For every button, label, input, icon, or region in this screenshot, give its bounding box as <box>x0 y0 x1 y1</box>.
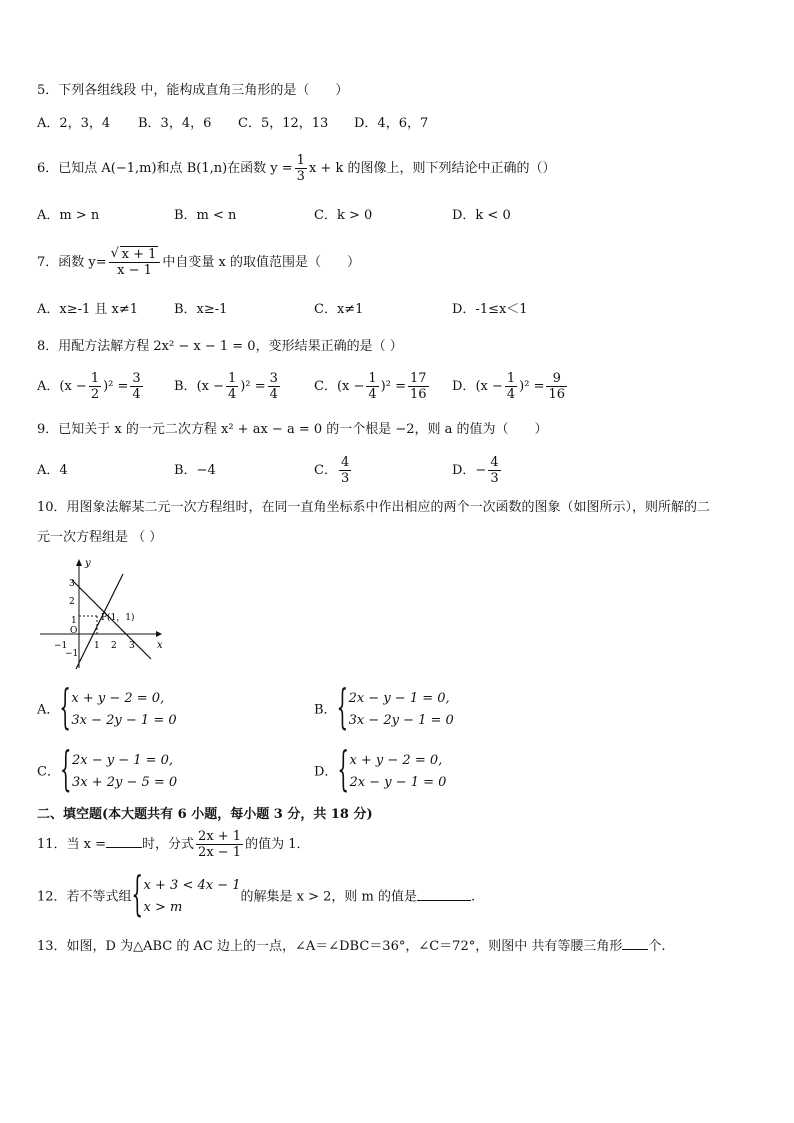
q8-rhs-fraction <box>546 371 567 402</box>
q8-expr-mid: )² = <box>519 379 545 394</box>
q8-expr-mid: )² = <box>380 379 406 394</box>
q9-option-fraction-den: 3 <box>340 471 350 486</box>
q7-stem-a: 7．函数 y= <box>37 255 107 270</box>
q8-option-d <box>452 368 569 406</box>
q8-option-label: A． <box>37 379 60 394</box>
q5-option-a: A．2，3，4 <box>37 116 111 131</box>
q8-stem: 8．用配方法解方程 2x² − x − 1 = 0，变形结果正确的是（ ） <box>37 339 403 354</box>
q10-eq-row-1: 2x − y − 1 = 0, <box>71 753 174 768</box>
q8-expr-left: (x − <box>196 379 224 394</box>
y-tick-neg1: −1 <box>65 649 79 659</box>
q5-option-b: B．3，4，6 <box>138 116 212 131</box>
q8-expr-left: (x − <box>336 379 365 394</box>
q8-rhs-fraction-num: 3 <box>269 371 278 386</box>
q10-option-d <box>314 743 447 798</box>
q11-stem <box>37 828 309 862</box>
q10-eq-row-2: 3x − 2y − 1 = 0 <box>71 713 177 728</box>
q12-row-1: x + 3 < 4x − 1 <box>143 878 241 893</box>
q9-option-label: D．− <box>452 463 487 478</box>
x-tick-2: 2 <box>111 641 117 651</box>
q11-part-a: 11．当 x = <box>37 837 107 852</box>
x-axis-arrow <box>156 631 162 637</box>
q11-part-b: 时，分式 <box>142 837 195 852</box>
q6-stem-a: 6．已知点 A(−1,m)和点 B(1,n)在函数 y = <box>37 161 293 176</box>
q10-equation-system <box>337 743 447 798</box>
q6-stem <box>37 152 555 186</box>
q8-inner-fraction <box>89 371 101 402</box>
q9-option-label: C． <box>314 463 337 478</box>
q12-stem <box>37 868 476 923</box>
q10-option-label: D． <box>314 764 338 780</box>
q12-answer-blank[interactable] <box>417 888 471 901</box>
q8-inner-fraction <box>366 371 378 402</box>
q9-option-label: B．−4 <box>174 463 216 478</box>
graph-y-label: y <box>85 558 91 569</box>
q11-answer-blank[interactable] <box>106 835 142 848</box>
q12-part-a: 12．若不等式组 <box>37 889 132 905</box>
q6-stem-b: x + k 的图像上，则下列结论中正确的（） <box>308 161 556 176</box>
q10-option-label: C． <box>37 764 60 780</box>
x-tick-1: 1 <box>94 641 100 651</box>
q9-option-fraction <box>339 455 351 486</box>
q9-option-label: A．4 <box>37 463 68 478</box>
q10-eq-row-2: 3x + 2y − 5 = 0 <box>71 775 178 790</box>
q8-rhs-fraction <box>268 371 280 402</box>
y-tick-3: 3 <box>69 579 75 589</box>
q8-expr-left: (x − <box>59 379 87 394</box>
q11-frac-den: 2x − 1 <box>198 845 242 860</box>
q10-equation-system <box>59 743 178 798</box>
q7-fraction <box>109 247 161 278</box>
q6-frac-den: 3 <box>296 169 305 184</box>
q8-rhs-fraction-den: 16 <box>409 387 427 402</box>
q8-inner-fraction-num: 1 <box>90 371 100 386</box>
q9-option-c <box>314 452 353 490</box>
q8-option-label: D． <box>452 379 476 394</box>
sqrt-sign: √ x + 1 <box>110 246 157 262</box>
q8-option-a <box>37 368 145 406</box>
q8-inner-fraction <box>226 371 238 402</box>
q12-part-c: . <box>470 889 476 905</box>
q10-eq-row-1: x + y − 2 = 0, <box>349 753 443 768</box>
q6-option-b: B．m < n <box>174 208 237 223</box>
q6-fraction <box>295 153 307 184</box>
q8-rhs-fraction <box>130 371 142 402</box>
q5-option-c: C．5，12，13 <box>238 116 329 131</box>
q10-option-c <box>37 743 178 798</box>
brace-icon: { <box>59 681 71 736</box>
q9-option-fraction-num: 4 <box>340 455 350 470</box>
q8-inner-fraction-num: 1 <box>368 371 377 386</box>
q10-stem-line2: 元一次方程组是 （ ） <box>37 530 163 545</box>
q9-stem: 9．已知关于 x 的一元二次方程 x² + ax − a = 0 的一个根是 −2，则 a 的值为（ ） <box>37 422 548 437</box>
section-fill-in-title: 二、填空题(本大题共有 6 小题，每小题 3 分，共 18 分) <box>37 807 373 822</box>
x-tick-3: 3 <box>129 641 135 651</box>
q9-option-fraction <box>488 455 500 486</box>
q8-option-b <box>174 368 282 406</box>
q9-option-b <box>174 452 216 490</box>
q9-option-d <box>452 452 503 490</box>
q8-option-label: C． <box>314 379 337 394</box>
q6-option-d: D．k < 0 <box>452 208 511 223</box>
q8-option-label: B． <box>174 379 197 394</box>
q8-option-c <box>314 368 431 406</box>
q7-option-b: B．x≥-1 <box>174 302 228 317</box>
q9-option-fraction-num: 4 <box>490 455 499 470</box>
q13-answer-blank[interactable] <box>622 937 648 950</box>
q8-inner-fraction-den: 4 <box>506 387 516 402</box>
q8-inner-fraction-den: 4 <box>368 387 377 402</box>
brace-icon: { <box>59 743 72 798</box>
q13-part-a: 13．如图，D 为△ABC 的 AC 边上的一点，∠A＝∠DBC＝36°，∠C＝72°，则图中 共有等腰三角形 <box>37 939 623 954</box>
q8-rhs-fraction-den: 16 <box>548 387 566 402</box>
q8-rhs-fraction-den: 4 <box>269 387 278 402</box>
q8-inner-fraction <box>505 371 517 402</box>
q7-stem <box>37 246 360 280</box>
q8-expr-mid: )² = <box>103 379 129 394</box>
q7-stem-b: 中自变量 x 的取值范围是（ ） <box>162 255 361 270</box>
y-tick-1: 1 <box>71 616 77 626</box>
q8-inner-fraction-num: 1 <box>228 371 237 386</box>
q7-option-d: D．-1≤x＜1 <box>452 302 528 317</box>
q10-eq-row-1: 2x − y − 1 = 0, <box>348 691 450 706</box>
q5-stem: 5．下列各组线段 中，能构成直角三角形的是（ ） <box>37 83 349 98</box>
y-tick-2: 2 <box>69 597 75 607</box>
q10-option-b <box>314 681 454 736</box>
q7-sqrt-body: x + 1 <box>121 247 157 262</box>
q12-inequality-system <box>131 868 241 923</box>
q10-stem-line1: 10．用图象法解某二元一次方程组时，在同一直角坐标系中作出相应的两个一次函数的图象（如图所示），则所解的二 <box>37 500 711 515</box>
q10-option-label: B． <box>314 702 337 718</box>
q7-frac-num <box>109 247 161 263</box>
q8-rhs-fraction <box>408 371 429 402</box>
y-axis-arrow <box>76 559 82 566</box>
q8-rhs-fraction-num: 9 <box>546 371 567 387</box>
brace-icon: { <box>131 868 143 923</box>
q9-option-fraction-den: 3 <box>490 471 499 486</box>
q6-option-c: C．k > 0 <box>314 208 373 223</box>
q6-option-a: A．m > n <box>37 208 100 223</box>
q5-option-d: D．4，6，7 <box>354 116 429 131</box>
q10-graph <box>38 556 168 676</box>
q10-eq-row-2: 3x − 2y − 1 = 0 <box>348 713 454 728</box>
graph-x-label: x <box>157 640 163 651</box>
q8-inner-fraction-num: 1 <box>506 371 516 386</box>
q13-part-b: 个. <box>648 939 666 954</box>
x-tick-neg1: −1 <box>54 641 68 651</box>
q8-rhs-fraction-num: 17 <box>409 371 427 386</box>
q10-equation-system <box>336 681 454 736</box>
q12-row-2: x > m <box>143 900 183 915</box>
q8-expr-mid: )² = <box>240 379 266 394</box>
q7-frac-den: x − 1 <box>117 263 152 278</box>
q11-frac-num: 2x + 1 <box>198 829 242 844</box>
q8-inner-fraction-den: 4 <box>228 387 237 402</box>
q13-stem <box>37 937 666 956</box>
q11-part-c: 的值为 1． <box>245 837 310 852</box>
q7-option-a: A．x≥-1 且 x≠1 <box>37 302 139 317</box>
q8-rhs-fraction-den: 4 <box>132 387 141 402</box>
q12-part-b: 的解集是 x > 2，则 m 的值是 <box>240 889 417 905</box>
q10-eq-row-2: 2x − y − 1 = 0 <box>349 775 447 790</box>
graph-point-label: P(1，1) <box>101 613 135 623</box>
q11-fraction <box>196 829 243 860</box>
graph-origin: O <box>70 626 78 636</box>
q10-option-label: A． <box>37 702 60 718</box>
brace-icon: { <box>336 681 349 736</box>
q10-eq-row-1: x + y − 2 = 0, <box>71 691 165 706</box>
q8-rhs-fraction-num: 3 <box>132 371 141 386</box>
brace-icon: { <box>337 743 349 798</box>
q9-option-a <box>37 452 68 490</box>
q8-inner-fraction-den: 2 <box>90 387 100 402</box>
q10-option-a <box>37 681 177 736</box>
q7-option-c: C．x≠1 <box>314 302 364 317</box>
q6-frac-num: 1 <box>296 153 305 168</box>
q10-equation-system <box>59 681 177 736</box>
q8-expr-left: (x − <box>475 379 503 394</box>
